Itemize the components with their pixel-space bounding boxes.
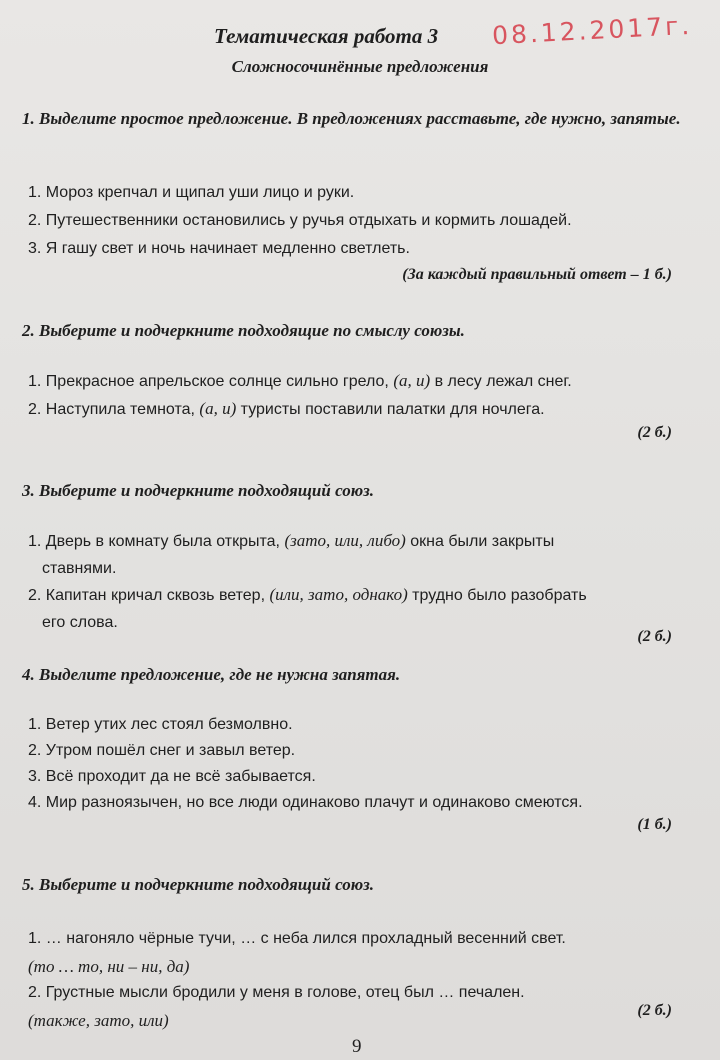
task2-item-2-text: 2. Наступила темнота, [28, 401, 200, 418]
task3-item-1-options: (зато, или, либо) [284, 531, 406, 550]
page-title: Тематическая работа 3 [214, 24, 439, 48]
task2-item-2-rest: туристы поставили палатки для ночлега. [236, 401, 545, 418]
task4-title: 4. Выделите предложение, где не нужна запятая. [22, 665, 401, 684]
page-subtitle: Сложносочинённые предложения [231, 57, 489, 76]
page-number: 9 [352, 1036, 362, 1057]
task4-item-2: 2. Утром пошёл снег и завыл ветер. [28, 742, 296, 759]
task2-score: (2 б.) [637, 424, 672, 441]
task3-item-2-text: 2. Капитан кричал сквозь ветер, [28, 587, 270, 604]
task2-item-2 [28, 396, 682, 423]
task2-item-1-rest: в лесу лежал снег. [430, 373, 572, 390]
task1-item-1: 1. Мороз крепчал и щипал уши лицо и руки. [28, 184, 355, 201]
task3-item-2-cont: его слова. [42, 614, 118, 631]
task3-score: (2 б.) [637, 628, 672, 645]
task2-item-2-options: (а, и) [199, 399, 237, 418]
task1-item-3: 3. Я гашу свет и ночь начинает медленно светлеть. [28, 240, 410, 257]
task3-item-2 [28, 582, 682, 609]
task1-title: 1. Выделите простое предложение. В предложениях расставьте, где нужно, запятые. [22, 109, 681, 128]
task5-item-1-options: (то … то, ни – ни, да) [28, 957, 190, 976]
task5-item-1: 1. … нагоняло чёрные тучи, … с неба лился прохладный весенний свет. [28, 930, 566, 947]
task3-item-2-rest: трудно было разобрать [407, 587, 587, 604]
task1-score: (За каждый правильный ответ – 1 б.) [402, 266, 672, 283]
task2-item-1-options: (а, и) [393, 371, 431, 390]
task4-score: (1 б.) [637, 816, 672, 833]
task2-title: 2. Выберите и подчеркните подходящие по смыслу союзы. [22, 321, 465, 340]
task5-item-2-options: (также, зато, или) [28, 1011, 169, 1030]
task4-item-1: 1. Ветер утих лес стоял безмолвно. [28, 716, 293, 733]
task5-score: (2 б.) [637, 1002, 672, 1019]
task3-item-1-cont: ставнями. [42, 560, 117, 577]
task2-item-1-text: 1. Прекрасное апрельское солнце сильно грело, [28, 373, 394, 390]
task3-item-1-rest: окна были закрыты [405, 533, 555, 550]
task3-title: 3. Выберите и подчеркните подходящий союз. [22, 481, 374, 500]
task3-item-2-options: (или, зато, однако) [269, 585, 408, 604]
task1-item-2: 2. Путешественники остановились у ручья отдыхать и кормить лошадей. [28, 212, 572, 229]
task5-title: 5. Выберите и подчеркните подходящий союз. [22, 875, 374, 894]
task5-item-2: 2. Грустные мысли бродили у меня в голове, отец был … печален. [28, 984, 525, 1001]
task2-item-1 [28, 368, 682, 395]
task3-item-1 [28, 528, 682, 555]
task3-item-1-text: 1. Дверь в комнату была открыта, [28, 533, 285, 550]
task4-item-3: 3. Всё проходит да не всё забывается. [28, 768, 316, 785]
task4-item-4: 4. Мир разноязычен, но все люди одинаково плачут и одинаково смеются. [28, 794, 583, 811]
handwritten-date: 08.12.2017г. [491, 10, 693, 51]
